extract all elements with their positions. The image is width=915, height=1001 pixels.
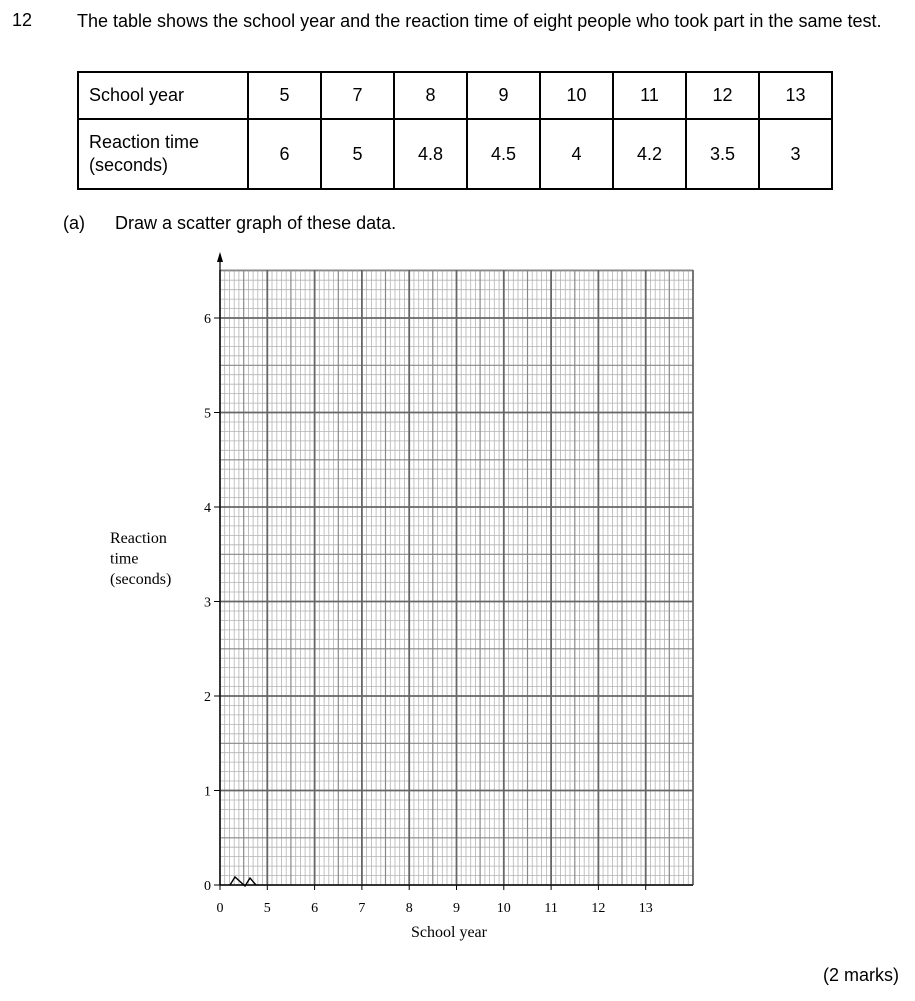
x-tick-label: 0 [216, 901, 224, 916]
y-tick-label: 2 [204, 690, 211, 705]
x-tick-label: 13 [638, 901, 653, 916]
school-year-label: School year [78, 72, 248, 119]
part-a-text: Draw a scatter graph of these data. [115, 213, 397, 233]
marks-label: (2 marks) [823, 965, 899, 985]
tick-marks [214, 318, 646, 890]
part-a-label: (a) [63, 213, 85, 233]
y-axis-arrow [217, 252, 223, 262]
x-tick-label: 7 [358, 901, 366, 916]
x-axis-title: School year [411, 924, 487, 941]
y-tick-label: 4 [204, 501, 211, 516]
reaction-time-label-line1: Reaction time [89, 132, 200, 152]
reaction-time-cell: 3 [759, 119, 832, 189]
y-tick-label: 0 [204, 879, 211, 894]
question-text: The table shows the school year and the reaction time of eight people who took part in the same test. [77, 11, 882, 31]
school-year-cell: 11 [613, 72, 686, 119]
school-year-cell: 13 [759, 72, 832, 119]
reaction-time-cell: 4.5 [467, 119, 540, 189]
x-tick-label: 10 [496, 901, 511, 916]
reaction-time-cell: 5 [321, 119, 394, 189]
school-year-cell: 5 [248, 72, 321, 119]
school-year-cell: 7 [321, 72, 394, 119]
question-number: 12 [12, 10, 33, 30]
x-tick-label: 5 [263, 901, 271, 916]
school-year-cell: 12 [686, 72, 759, 119]
reaction-time-cell: 4 [540, 119, 613, 189]
x-tick-label: 11 [544, 901, 558, 916]
x-tick-label: 8 [405, 901, 413, 916]
y-axis-title-line: (seconds) [110, 571, 172, 588]
y-axis-title-line: time [110, 550, 139, 568]
reaction-time-cell: 6 [248, 119, 321, 189]
school-year-cell: 10 [540, 72, 613, 119]
x-tick-label: 6 [311, 901, 319, 916]
x-tick-label: 12 [591, 901, 606, 916]
y-axis-title-line: Reaction [110, 530, 167, 547]
y-tick-label: 5 [204, 406, 211, 422]
reaction-time-cell: 3.5 [686, 119, 759, 189]
y-tick-label: 1 [204, 784, 211, 800]
reaction-time-label-line2: (seconds) [89, 155, 169, 175]
y-tick-label: 6 [204, 312, 211, 327]
reaction-time-cell: 4.8 [394, 119, 467, 189]
y-tick-label: 3 [204, 595, 211, 611]
x-tick-label: 9 [453, 901, 460, 916]
school-year-cell: 8 [394, 72, 467, 119]
school-year-cell: 9 [467, 72, 540, 119]
reaction-time-cell: 4.2 [613, 119, 686, 189]
